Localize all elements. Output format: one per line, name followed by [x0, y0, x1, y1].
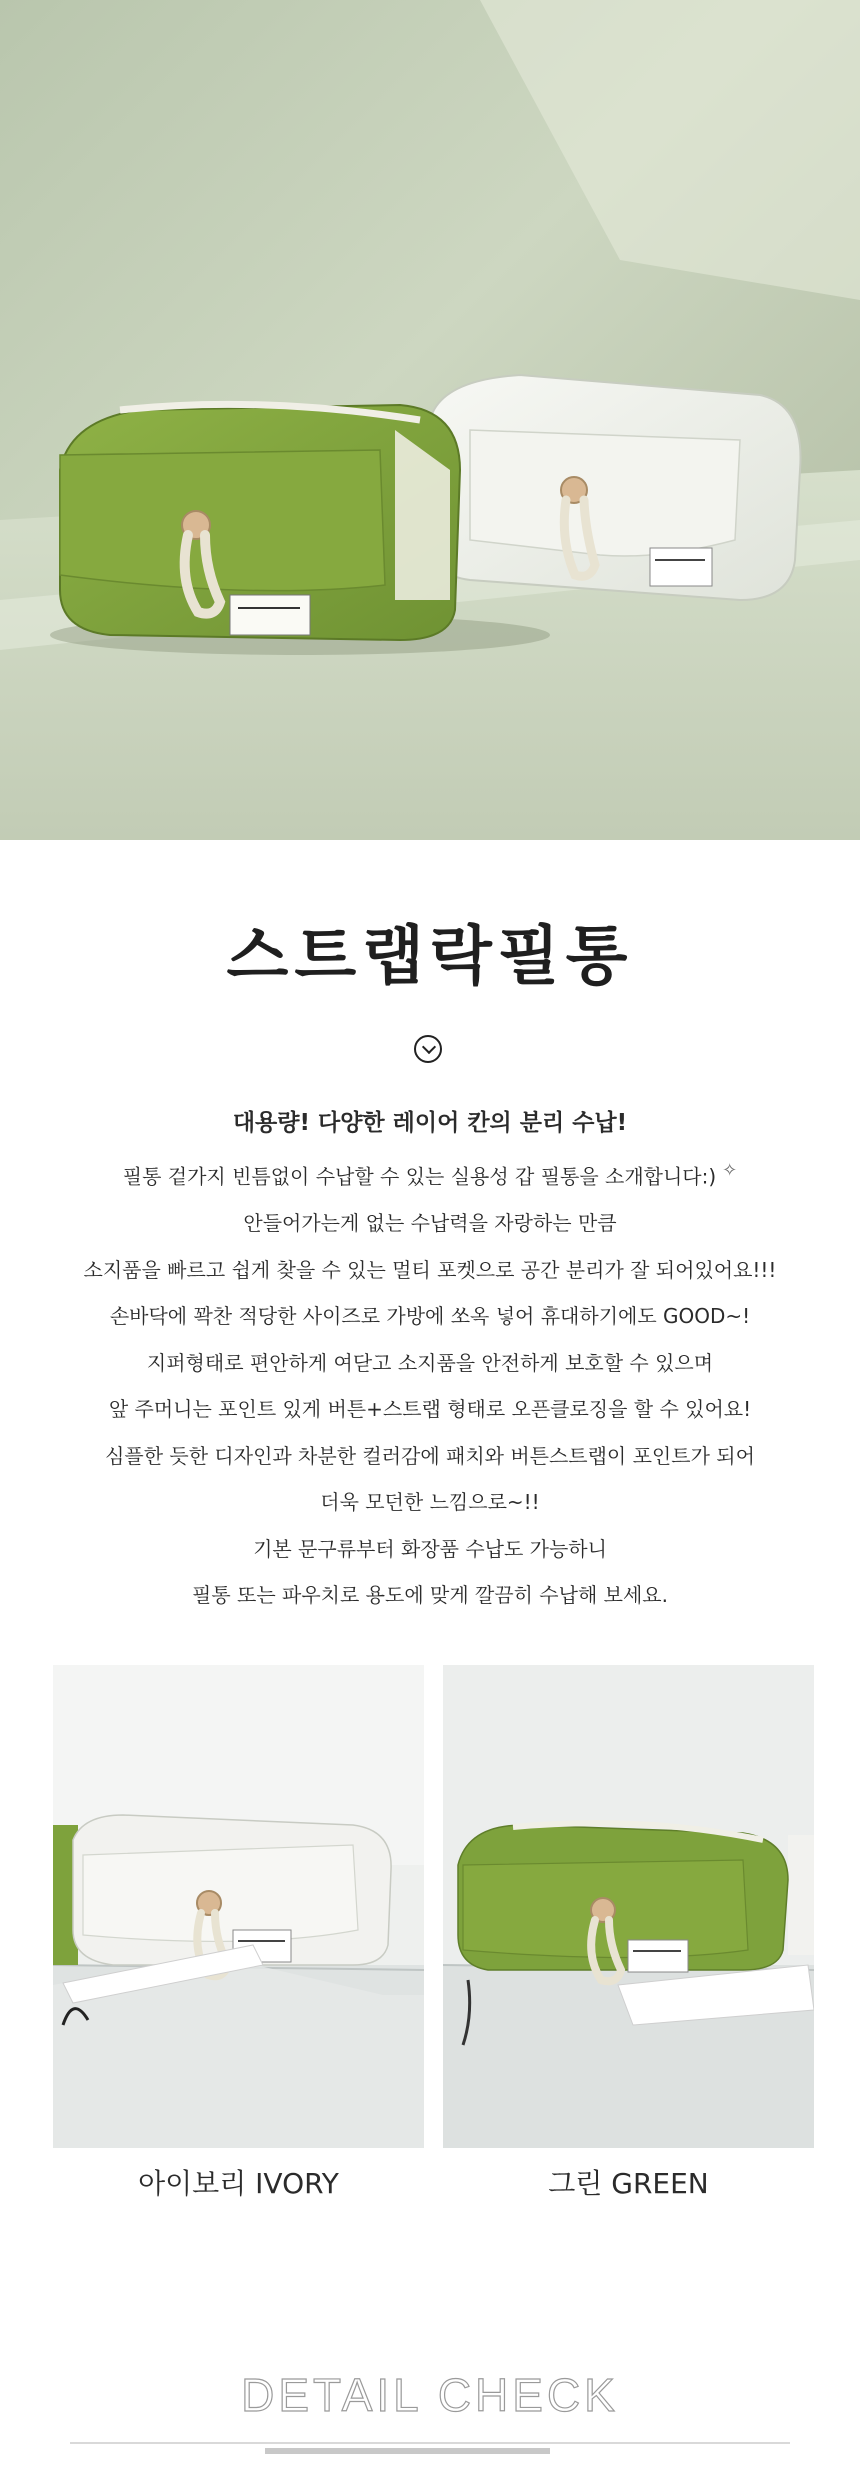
description-line: 필통 또는 파우치로 용도에 맞게 깔끔히 수납해 보세요.	[192, 1583, 668, 1608]
product-photo-ivory	[53, 1665, 424, 2148]
description-line: 기본 문구류부터 화장품 수납도 가능하니	[253, 1536, 607, 1561]
caption-green: 그린 GREEN	[548, 2167, 709, 2200]
description-line: 심플한 듯한 디자인과 차분한 컬러감에 패치와 버튼스트랩이 포인트가 되어	[105, 1443, 755, 1468]
divider	[70, 2442, 790, 2444]
description-line: 소지품을 빠르고 쉽게 찾을 수 있는 멀티 포켓으로 공간 분리가 잘 되어있어요!!!	[83, 1257, 777, 1282]
description-line: 손바닥에 꽉찬 적당한 사이즈로 가방에 쏘옥 넣어 휴대하기에도 GOOD~!	[109, 1304, 751, 1329]
detail-check-heading: DETAIL CHECK	[241, 2369, 619, 2421]
product-photo-green	[443, 1665, 814, 2148]
description-line: 지퍼형태로 편안하게 여닫고 소지품을 안전하게 보호할 수 있으며	[146, 1350, 714, 1375]
description-line: 안들어가는게 없는 수납력을 자랑하는 만큼	[243, 1211, 617, 1236]
description-line: 앞 주머니는 포인트 있게 버튼+스트랩 형태로 오픈클로징을 할 수 있어요!	[108, 1397, 752, 1422]
description-line: 필통 겉가지 빈틈없이 수납할 수 있는 실용성 갑 필통을 소개합니다:) ✧	[122, 1160, 738, 1189]
product-description	[0, 1098, 860, 1619]
hero-photo	[0, 0, 860, 840]
page-title: 스트랩락필통	[226, 920, 634, 994]
description-line: 더욱 모던한 느낌으로~!!	[320, 1490, 540, 1515]
chevron-down-icon	[414, 1035, 442, 1063]
description-lead: 대용량! 다양한 레이어 칸의 분리 수납!	[232, 1110, 628, 1136]
caption-ivory: 아이보리 IVORY	[138, 2167, 339, 2200]
divider-accent	[265, 2448, 550, 2454]
sparkle-icon: ✧	[722, 1160, 738, 1181]
